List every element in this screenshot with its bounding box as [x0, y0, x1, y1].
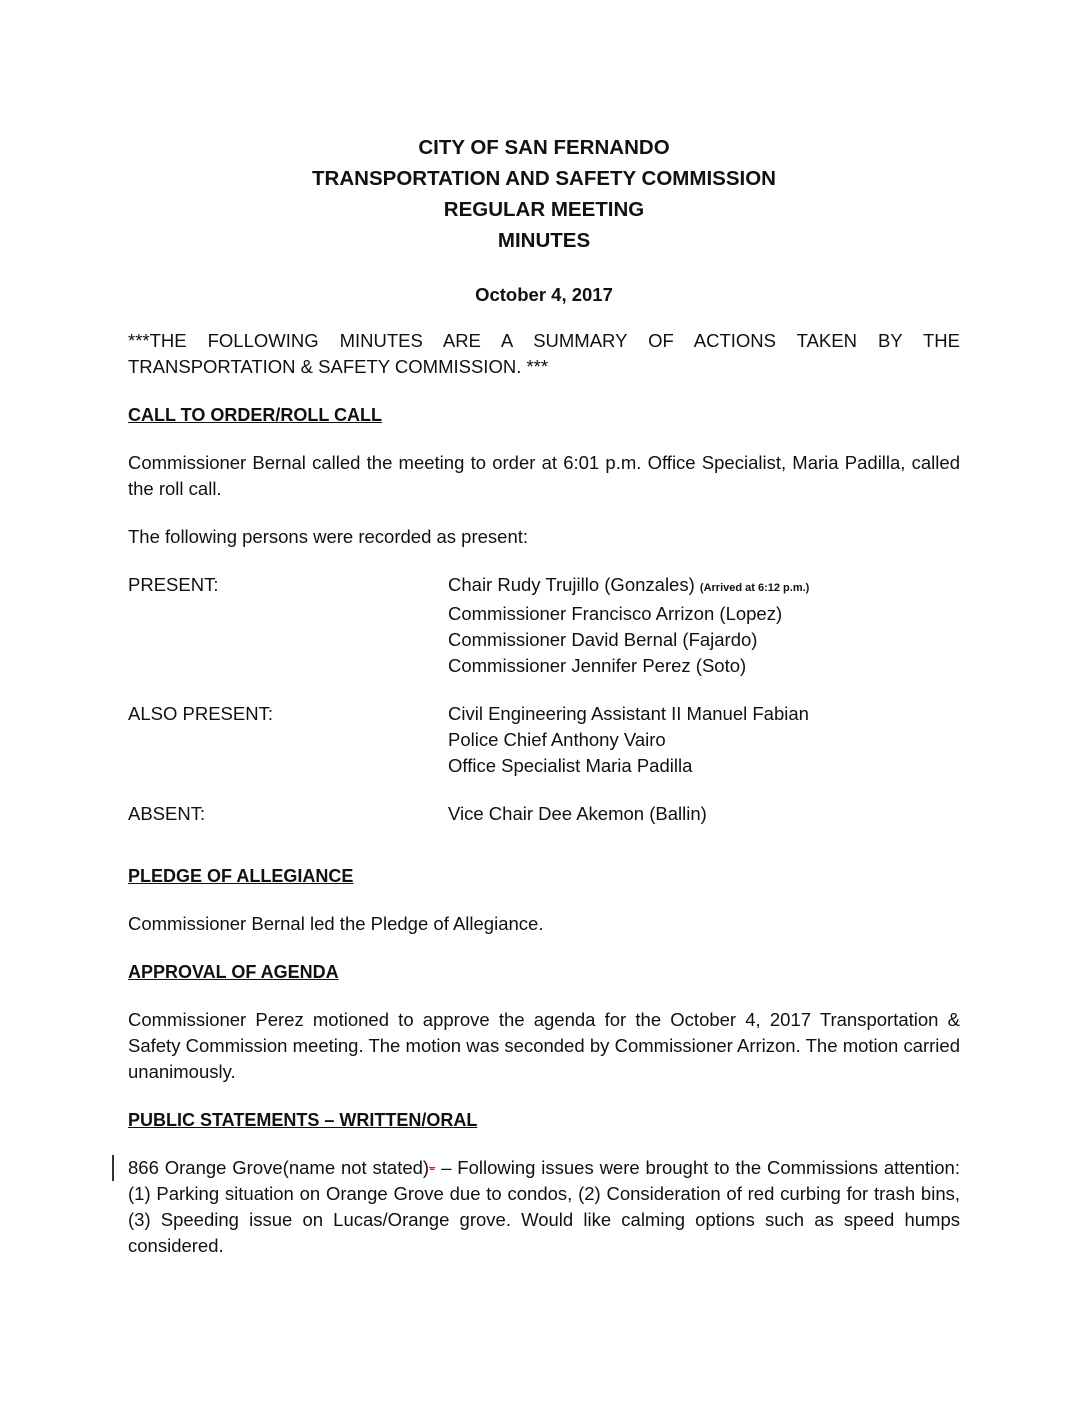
present-list — [448, 572, 809, 679]
summary-note: ***THE FOLLOWING MINUTES ARE A SUMMARY OF ACTIONS TAKEN BY THE TRANSPORTATION & SAFETY COMMISSION. *** — [128, 330, 960, 377]
public-statement-body: – Following issues were brought to the Commissions attention: (1) Parking situation on Orange Grove due to condos, (2) Consideration of red curbing for trash bins, (3) Speeding issue on Lucas/Orange grove. Would like calming options such as speed humps considered. — [128, 1157, 960, 1256]
section-heading-public-statements: PUBLIC STATEMENTS – WRITTEN/ORAL — [128, 1110, 478, 1130]
tracked-deletion: - — [429, 1157, 436, 1178]
arrival-note: (Arrived at 6:12 p.m.) — [699, 582, 810, 594]
section-heading-pledge: PLEDGE OF ALLEGIANCE — [128, 866, 354, 886]
roster-absent — [128, 801, 960, 827]
also-present-label: ALSO PRESENT: — [128, 703, 273, 724]
meeting-date: October 4, 2017 — [475, 284, 613, 305]
also-present-item: Civil Engineering Assistant II Manuel Fabian — [448, 703, 809, 724]
absent-label: ABSENT: — [128, 803, 206, 824]
also-present-item: Police Chief Anthony Vairo — [448, 729, 666, 750]
present-intro: The following persons were recorded as present: — [128, 526, 529, 547]
absent-list — [448, 801, 707, 827]
roster-also-present — [128, 701, 960, 779]
header-meeting-type: REGULAR MEETING — [443, 198, 645, 221]
header-commission: TRANSPORTATION AND SAFETY COMMISSION — [312, 167, 776, 190]
present-item: Commissioner Francisco Arrizon (Lopez) — [448, 603, 783, 624]
also-present-item: Office Specialist Maria Padilla — [448, 755, 693, 776]
present-label: PRESENT: — [128, 574, 219, 595]
present-item: Commissioner Jennifer Perez (Soto) — [448, 655, 747, 676]
call-to-order-text: Commissioner Bernal called the meeting to order at 6:01 p.m. Office Specialist, Maria Padilla, called the roll call. — [128, 452, 960, 499]
document-header — [128, 132, 960, 256]
agenda-text: Commissioner Perez motioned to approve the agenda for the October 4, 2017 Transportation & Safety Commission meeting. The motion was seconded by Commissioner Arrizon. The motion carried unanimously. — [128, 1009, 960, 1082]
section-heading-call-to-order: CALL TO ORDER/ROLL CALL — [128, 405, 382, 425]
revision-change-bar — [112, 1155, 114, 1181]
roster-present — [128, 572, 960, 679]
absent-item: Vice Chair Dee Akemon (Ballin) — [448, 803, 707, 824]
also-present-list — [448, 701, 809, 779]
pledge-text: Commissioner Bernal led the Pledge of Allegiance. — [128, 913, 544, 934]
public-statement-lead: 866 Orange Grove(name not stated) — [128, 1157, 430, 1178]
header-minutes: MINUTES — [497, 229, 591, 252]
public-statement-text — [128, 1155, 960, 1259]
present-item: Commissioner David Bernal (Fajardo) — [448, 629, 758, 650]
document-content — [128, 132, 960, 1259]
present-item: Chair Rudy Trujillo (Gonzales) (Arrived at 6:12 p.m.) — [448, 574, 810, 595]
header-city: CITY OF SAN FERNANDO — [418, 136, 670, 159]
section-heading-agenda: APPROVAL OF AGENDA — [128, 962, 339, 982]
